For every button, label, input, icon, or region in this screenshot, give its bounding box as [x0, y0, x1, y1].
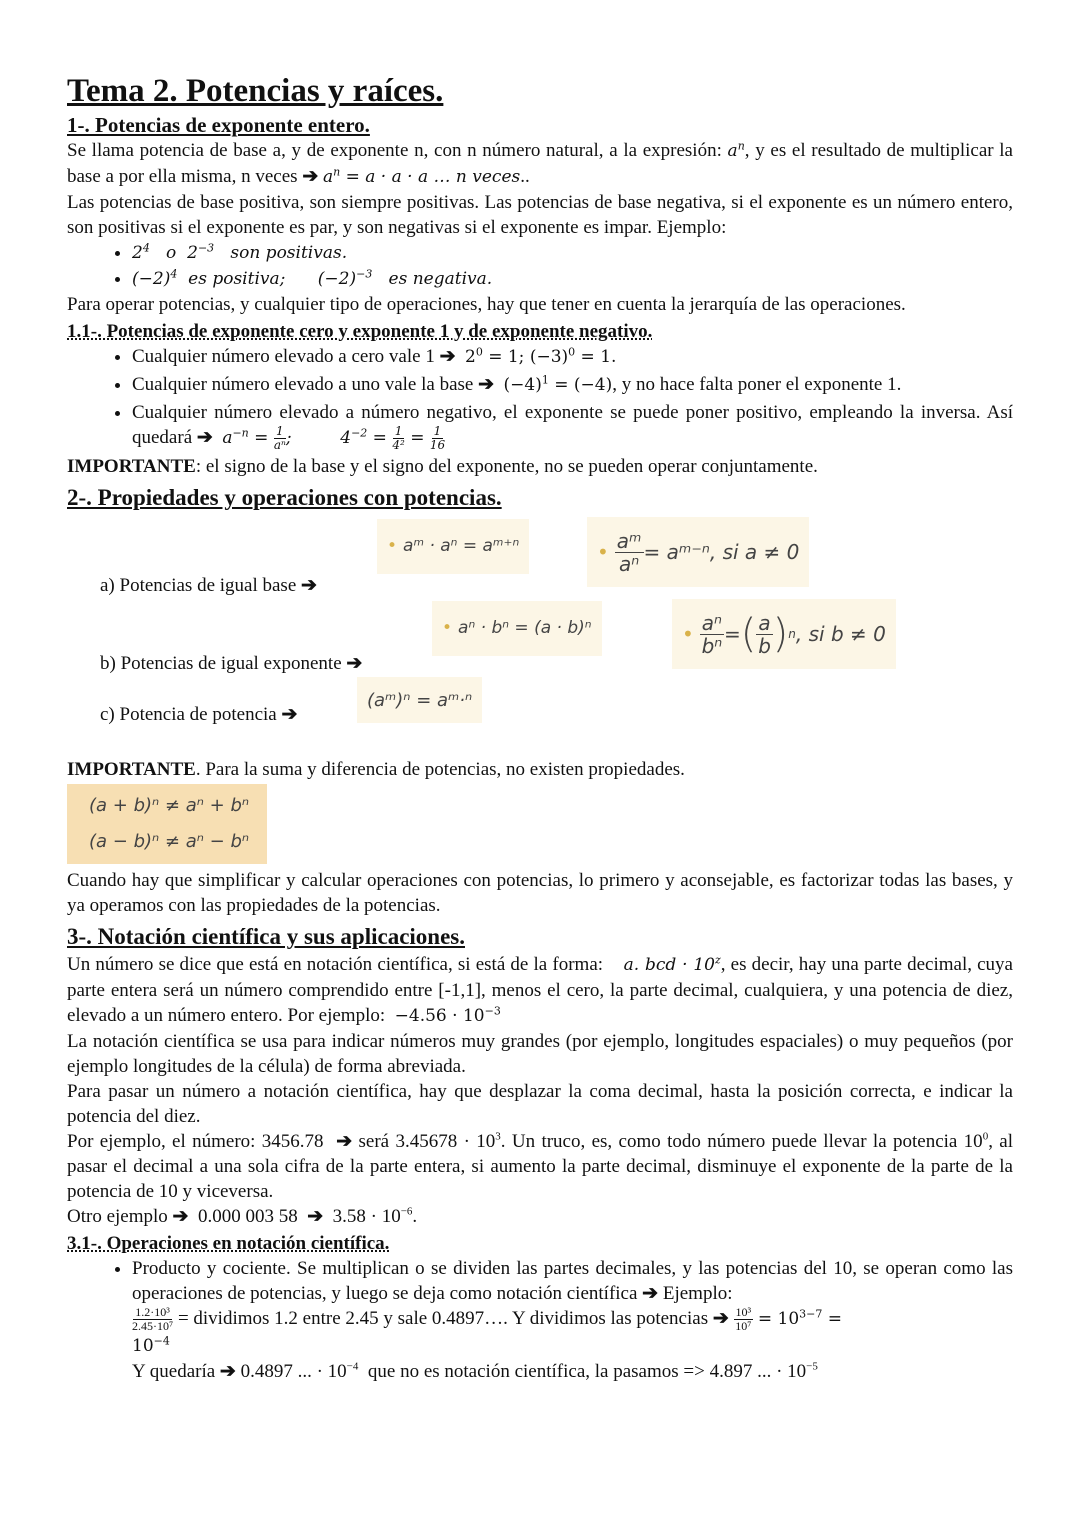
list-item: • $(-2)^4$ es positiva; $(-2)^{-3}$ es negativa. [132, 266, 1013, 292]
inequality-sum: (a + b)ⁿ ≠ aⁿ + bⁿ [89, 795, 250, 816]
page-title: Tema 2. Potencias y raíces. [67, 73, 444, 109]
paragraph: La notación científica se usa para indicar números muy grandes (por ejemplo, longitudes espaciales) o muy pequeños (por ejemplo longitudes de la célula) de forma abreviada. [67, 1031, 1013, 1077]
label-igual-exponente: b) Potencias de igual exponente ➔ [100, 653, 363, 674]
arrow-icon: ➔ [439, 346, 456, 367]
paragraph: Para pasar un número a notación científica, hay que desplazar la coma decimal, hasta la posición correcta, e indicar la potencia del diez. [67, 1081, 1013, 1127]
rules-list [67, 344, 1013, 452]
paragraph: Un número se dice que está en notación científica, si está de la forma: a. bcd · $10^z$, es decir, hay una parte decimal, cuya parte entera será un número comprendido entre [-1,1], menos el cero, la parte decimal, cualquiera, y una potencia de diez, elevado a un número entero. Por ejemplo: $-4.56 \cdot 10^{-3}$ [67, 953, 1013, 1026]
operations-list [67, 1256, 1013, 1384]
paragraph: Otro ejemplo ➔ 0.000 003 58 ➔ $3.58 \cdot 10^{-6}$. [67, 1205, 418, 1227]
section-3-1-heading: 3.1-. Operaciones en notación científica. [67, 1233, 390, 1254]
paragraph: Para operar potencias, y cualquier tipo de operaciones, hay que tener en cuenta la jerarquía de las operaciones. [67, 294, 906, 315]
formula-inequalities-box [67, 784, 267, 864]
section-3-body [67, 952, 1013, 1229]
important-note-2: IMPORTANTE. Para la suma y diferencia de potencias, no existen propiedades. [67, 759, 685, 780]
section-3-heading: 3-. Notación científica y sus aplicaciones. [67, 924, 465, 949]
paragraph: Por ejemplo, el número: 3456.78 ➔ será $3.45678 \cdot 10^3$. Un truco, es, como todo número puede llevar la potencia $10^0$, al pasar el decimal a una sola cifra de la parte entera, si aumento la parte decimal, disminuye el exponente de la parte de la potencia de 10 y viceversa. [67, 1130, 1014, 1202]
section-1-1-heading: 1.1-. Potencias de exponente cero y exponente 1 y de exponente negativo. [67, 321, 653, 342]
list-item: • Cualquier número elevado a número negativo, el exponente se puede poner positivo, empleando la inversa. Así quedará ➔ $a^{-n}$ = $\frac{1}{\text{aⁿ}}$ ; $4^{-2}$ = $\frac{1}{\text{4²}}$ = $\frac{1}{16}$ [132, 400, 1013, 452]
section-1-1-body [67, 344, 1013, 479]
text: , y es el resultado de multiplicar la base a por ella misma, n veces [67, 140, 1013, 187]
formula-product-same-exponent: • aⁿ · bⁿ = (a · b)ⁿ [432, 601, 602, 656]
formula-quotient-same-base: • $\frac{\text{aᵐ}}{\text{aⁿ}}$ = aᵐ⁻ⁿ, si a ≠ 0 [587, 517, 809, 587]
label-potencia-de-potencia: c) Potencia de potencia ➔ [100, 704, 298, 725]
section-1-heading: 1-. Potencias de exponente entero. [67, 113, 370, 137]
label-igual-base: a) Potencias de igual base ➔ [100, 575, 317, 596]
arrow-icon: ➔ [196, 427, 213, 448]
list-item: • $2^4$ o $2^{-3}$ son positivas. [132, 240, 1013, 266]
section-2-heading: 2-. Propiedades y operaciones con potencias. [67, 485, 502, 510]
properties-formulas [67, 517, 1013, 757]
paragraph: Las potencias de base positiva, son siempre positivas. Las potencias de base negativa, si el exponente es un número entero, son positivas si el exponente es par, y son negativas si el exponente es impar. Ejemplo: [67, 192, 1013, 238]
section-3-1-body [67, 1256, 1013, 1384]
list-item: • Cualquier número elevado a cero vale 1 ➔ $2^0 = 1$; $(-3)^0 = 1$. [132, 344, 1013, 370]
formula-quotient-same-exponent: • $\frac{\text{aⁿ}}{\text{bⁿ}}$ = ( $\frac{a}{b}$ ) n , si b ≠ 0 [672, 599, 896, 669]
examples-list [67, 240, 1013, 292]
list-item: • Producto y cociente. Se multiplican o se dividen las partes decimales, y las potencias del 10, se operan como las operaciones de potencias, y luego se deja como notación científica ➔ Ejemplo: $\frac{\text{1.2·10³}}{\text{2.45·10⁷}}$ = dividimos 1.2 entre 2.45 y sale 0.4897…. Y dividimos las potencias ➔ $\frac{\text{10³}}{\text{10⁷}}$ = $10^{3-7}$ = $10^{-4}$ Y quedaría ➔ 0.4897 ... · $10^{-4}$ que no es notación científica, la pasamos => 4.897 ... · $10^{-5}$ [132, 1256, 1013, 1384]
math: $a^n = a \cdot a \cdot a$ … n veces [322, 165, 521, 187]
formula-product-same-base: • aᵐ · aⁿ = aᵐ⁺ⁿ [377, 519, 529, 574]
math: $a^n$ [727, 139, 745, 161]
arrow-icon: ➔ [478, 374, 495, 395]
definition-paragraph: Se llama potencia de base a, y de exponente n, con n número natural, a la expresión: $a^n$, y es el resultado de multiplicar la base a por ella misma, n veces ➔ $a^n = a \cdot a \cdot a$ … n veces.. [67, 139, 1013, 187]
paragraph: Cuando hay que simplificar y calcular operaciones con potencias, lo primero y aconsejable, es factorizar todas las bases, y ya operamos con las propiedades de la potencias. [67, 870, 1013, 916]
important-note: IMPORTANTE: el signo de la base y el signo del exponente, no se pueden operar conjuntamente. [67, 456, 818, 477]
inequality-difference: (a − b)ⁿ ≠ aⁿ − bⁿ [89, 831, 250, 852]
formula-power-of-power: (aᵐ)ⁿ = aᵐ·ⁿ [357, 677, 482, 723]
arrow-icon: ➔ [302, 166, 319, 187]
document-page [67, 0, 1013, 1384]
text: Se llama potencia de base a, y de exponente n, con n número natural, a la expresión: [67, 140, 722, 161]
section-1-body [67, 138, 1013, 317]
list-item: • Cualquier número elevado a uno vale la base ➔ $(-4)^1 = (-4)$, y no hace falta poner el exponente 1. [132, 372, 1013, 398]
